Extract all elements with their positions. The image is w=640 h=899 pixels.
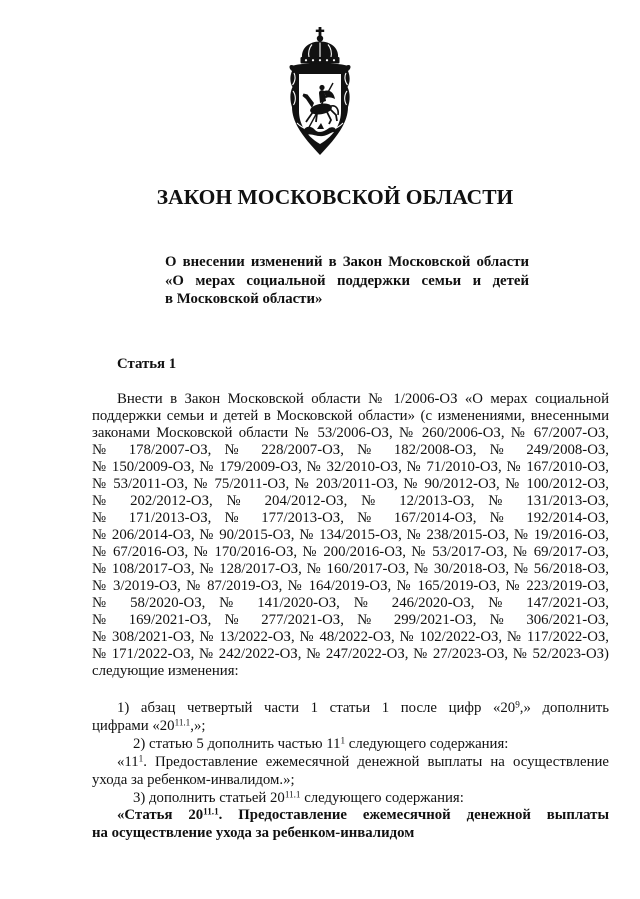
law-subtitle-line: О внесении изменений в Закон Московской области xyxy=(165,254,529,270)
amendment-text: следующего содержания: xyxy=(345,735,509,752)
body-line: № 178/2007-ОЗ, № 228/2007-ОЗ, № 182/2008-ОЗ, № 249/2008-ОЗ, xyxy=(92,442,609,458)
amendment-text: 1) абзац четвертый части 1 статьи 1 после цифр «20 xyxy=(117,700,516,716)
body-line: № 150/2009-ОЗ, № 179/2009-ОЗ, № 32/2010-ОЗ, № 71/2010-ОЗ, № 167/2010-ОЗ, xyxy=(92,459,609,475)
body-line: поддержки семьи и детей в Московской области» (с изменениями, внесенными xyxy=(92,408,609,424)
amendment-text: . Предоставление ежемесячной денежной выплаты xyxy=(218,807,609,824)
superscript: 11.1 xyxy=(174,717,191,728)
law-subtitle xyxy=(165,253,529,309)
law-subtitle-line: в Московской области» xyxy=(165,291,323,307)
body-line: № 53/2011-ОЗ, № 75/2011-ОЗ, № 203/2011-ОЗ, № 90/2012-ОЗ, № 100/2012-ОЗ, xyxy=(92,476,609,492)
amendment-text: цифрами «20 xyxy=(92,717,175,734)
amendments-list xyxy=(92,700,609,843)
body-line: следующие изменения: xyxy=(92,663,239,679)
body-line: № 171/2013-ОЗ, № 177/2013-ОЗ, № 167/2014-ОЗ, № 192/2014-ОЗ, xyxy=(92,510,609,526)
amendment-line xyxy=(92,718,609,736)
body-line: № 58/2020-ОЗ, № 141/2020-ОЗ, № 246/2020-ОЗ, № 147/2021-ОЗ, xyxy=(92,595,609,611)
amendment-line xyxy=(92,754,609,772)
amendment-text: на осуществление ухода за ребенком-инвалидом xyxy=(92,825,415,842)
law-subtitle-line: «О мерах социальной поддержки семьи и детей xyxy=(165,272,529,289)
new-article-heading-line xyxy=(92,807,609,825)
body-line: № 308/2021-ОЗ, № 13/2022-ОЗ, № 48/2022-ОЗ, № 102/2022-ОЗ, № 117/2022-ОЗ, xyxy=(92,629,609,645)
amendment-text: ухода за ребенком-инвалидом.»; xyxy=(92,771,295,788)
superscript: 1 xyxy=(138,753,144,764)
amendment-text: . Предоставление ежемесячной денежной выплаты на осуществление xyxy=(143,753,609,770)
amendment-text: ,»; xyxy=(190,717,206,734)
body-line: № 169/2021-ОЗ, № 277/2021-ОЗ, № 299/2021-ОЗ, № 306/2021-ОЗ, xyxy=(92,612,609,628)
body-line: Внести в Закон Московской области № 1/2006-ОЗ «О мерах социальной xyxy=(117,391,609,407)
body-line: № 171/2022-ОЗ, № 242/2022-ОЗ, № 247/2022-ОЗ, № 27/2023-ОЗ, № 52/2023-ОЗ) xyxy=(92,646,609,662)
superscript: 1 xyxy=(340,735,346,746)
amendment-text: «Статья 20 xyxy=(117,807,204,824)
amendment-text: 3) дополнить статьей 20 xyxy=(133,789,285,806)
superscript: 11.1 xyxy=(203,806,219,817)
article-body xyxy=(92,391,609,680)
body-line: № 67/2016-ОЗ, № 170/2016-ОЗ, № 200/2016-ОЗ, № 53/2017-ОЗ, № 69/2017-ОЗ, xyxy=(92,544,609,560)
amendment-text: «11 xyxy=(117,753,139,770)
crown-icon xyxy=(301,27,340,64)
amendment-line xyxy=(92,736,609,754)
amendment-text: ,» дополнить xyxy=(519,700,609,716)
amendment-line xyxy=(92,772,609,790)
body-line: № 206/2014-ОЗ, № 90/2015-ОЗ, № 134/2015-ОЗ, № 238/2015-ОЗ, № 19/2016-ОЗ, xyxy=(92,527,609,543)
article-heading: Статья 1 xyxy=(117,356,177,372)
superscript: 9 xyxy=(515,699,520,710)
amendment-line xyxy=(92,700,609,718)
amendment-line xyxy=(92,790,609,808)
body-line: № 108/2017-ОЗ, № 128/2017-ОЗ, № 160/2017-ОЗ, № 30/2018-ОЗ, № 56/2018-ОЗ, xyxy=(92,561,609,577)
amendment-text: следующего содержания: xyxy=(300,789,464,806)
body-line: № 202/2012-ОЗ, № 204/2012-ОЗ, № 12/2013-ОЗ, № 131/2013-ОЗ, xyxy=(92,493,609,509)
new-article-heading-line xyxy=(92,825,609,843)
body-line: законами Московской области № 53/2006-ОЗ, № 260/2006-ОЗ, № 67/2007-ОЗ, xyxy=(92,425,609,441)
body-line: № 3/2019-ОЗ, № 87/2019-ОЗ, № 164/2019-ОЗ, № 165/2019-ОЗ, № 223/2019-ОЗ, xyxy=(92,578,609,594)
superscript: 11.1 xyxy=(284,788,301,799)
coat-of-arms-icon xyxy=(287,27,353,157)
amendment-text: 2) статью 5 дополнить частью 11 xyxy=(133,735,341,752)
law-title: ЗАКОН МОСКОВСКОЙ ОБЛАСТИ xyxy=(156,185,514,209)
